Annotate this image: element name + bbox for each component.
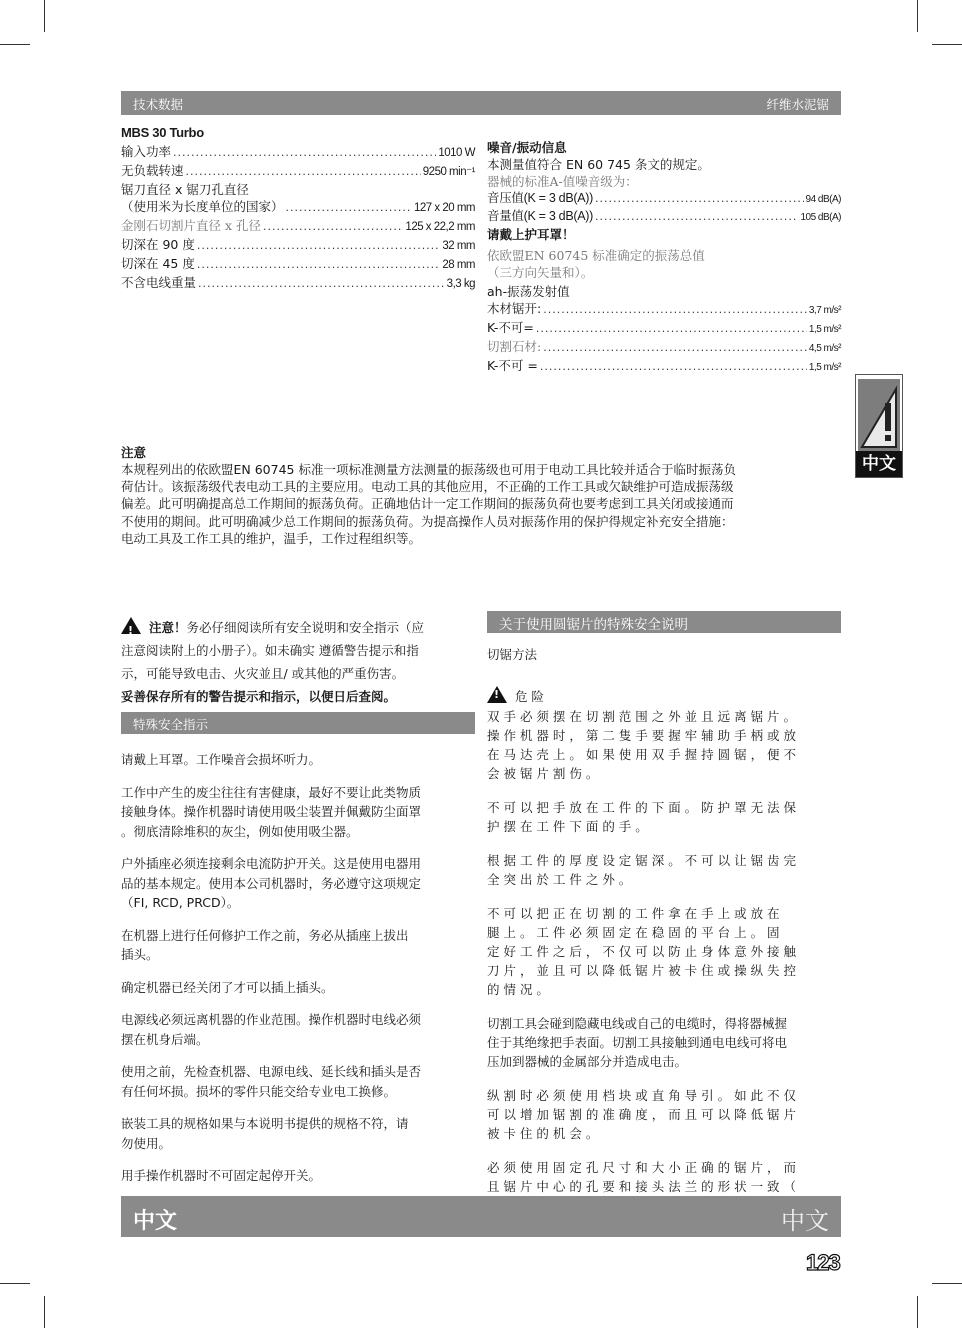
- spec-row: 金刚石切割片直径 x 孔径 ..... 125 x 22,2 mm: [121, 217, 475, 236]
- left-column-text: [121, 750, 476, 1186]
- spec-row: 切深在 45 度 ..... 28 mm: [121, 255, 475, 274]
- crop-mark: [917, 1296, 918, 1328]
- danger-heading: [487, 686, 544, 705]
- paragraph: 纵 割 时 必 须 使 用 档 块 或 直 角 导 引 。 如 此 不 仅 可 以 增 加 锯 割 的 准 确 度 ， 而 且 可 以 降 低 锯 片 被 卡 住 的 机 会 。: [487, 1088, 797, 1141]
- paragraph: 确定机器已经关闭了才可以插上插头。: [121, 979, 334, 995]
- paragraph: 工作中产生的废尘往往有害健康，最好不要让此类物质 接触身体。操作机器时请使用吸尘装置并佩戴防尘面罩 。彻底清除堆积的灰尘，例如使用吸尘器。: [121, 784, 422, 839]
- warning-text: 务必仔细阅读所有安全说明和安全指示（应: [186, 620, 424, 635]
- note-title: 注意: [121, 445, 147, 460]
- ear-protection-note: 请戴上护耳罩！: [487, 227, 575, 242]
- warning-icon: [121, 617, 141, 634]
- spec-row: （使用米为长度单位的国家） ..... 127 x 20 mm: [121, 198, 475, 217]
- vibration-row: 木材锯开: ..... 3,7 m/s²: [487, 300, 841, 319]
- danger-icon: [487, 686, 507, 703]
- header-right-title: 纤维水泥锯: [766, 97, 829, 112]
- header-bar: [121, 91, 841, 115]
- paragraph: 嵌装工具的规格如果与本说明书提供的规格不符，请 勿使用。: [121, 1116, 409, 1151]
- section-title: 特殊安全指示: [133, 717, 209, 732]
- spec-row: 锯刀直径 x 锯刀孔直径: [121, 182, 249, 197]
- crop-mark: [932, 44, 962, 45]
- side-tab-label: 中文: [856, 451, 902, 477]
- header-left-title: 技术数据: [133, 97, 184, 112]
- safety-warning: [121, 616, 476, 708]
- paragraph: 使用之前，先检查机器、电源电线、延长线和插头是否 有任何坏损。损坏的零件只能交给专业电工换修。: [121, 1064, 422, 1099]
- vibration-row: K-不可 = ..... 1,5 m/s²: [487, 357, 841, 376]
- section-bar-special-safety: [121, 712, 475, 734]
- spec-table: [121, 143, 475, 293]
- paragraph: 必 须 使 用 固 定 孔 尺 寸 和 大 小 正 确 的 锯 片 ， 而 且 锯 片 中 心 的 孔 要 和 接 头 法 兰 的 形 状 一 致 （: [487, 1160, 797, 1194]
- side-language-tab: [855, 374, 903, 478]
- warning-text: 示，可能导致电击、火灾並且/ 或其他的严重伤害。: [121, 666, 405, 681]
- crop-mark: [44, 0, 45, 32]
- footer-left-language: 中文: [133, 1209, 178, 1234]
- note-line: 电动工具及工作工具的维护，温手，工作过程组织等。: [121, 530, 422, 546]
- noise-power-row: 音量值(K = 3 dB(A)) ..... 105 dB(A): [487, 208, 841, 226]
- paragraph: 用手操作机器时不可固定起停开关。: [121, 1168, 322, 1183]
- right-column-text: [487, 707, 847, 1196]
- vibration-row: 切割石材: ..... 4,5 m/s²: [487, 338, 841, 357]
- keep-instructions: 妥善保存所有的警告提示和指示，以便日后查阅。: [121, 689, 397, 704]
- vibration-intro-2: （三方向矢量和）。: [487, 265, 594, 280]
- paragraph: 根 据 工 件 的 厚 度 设 定 锯 深 。 不 可 以 让 锯 齿 完 全 突 出 於 工 件 之 外 。: [487, 853, 797, 887]
- vibration-row: K-不可= ..... 1,5 m/s²: [487, 319, 841, 338]
- crop-mark: [0, 44, 30, 45]
- crop-mark: [917, 0, 918, 32]
- section-bar-saw-blade: [487, 611, 841, 633]
- paragraph: 不 可 以 把 手 放 在 工 件 的 下 面 。 防 护 罩 无 法 保 护 摆 在 工 件 下 面 的 手 。: [487, 800, 797, 834]
- warning-triangle-icon: [858, 379, 900, 451]
- model-name: MBS 30 Turbo: [121, 125, 204, 140]
- spec-row: 切深在 90 度 ..... 32 mm: [121, 236, 475, 255]
- paragraph: 不 可 以 把 正 在 切 割 的 工 件 拿 在 手 上 或 放 在 腿 上 。 工 件 必 须 固 定 在 稳 固 的 平 台 上 。 固 定 好 工 件 之 后 ， 不 仅 可 以 防 止 身 体 意 外 接 触 刀 片 ， 並 且 可 以 降 低 锯 片 被 卡 住 或 操 纵 失 控 的 情 况 。: [487, 906, 797, 997]
- paragraph: 切割工具会碰到隐藏电线或自己的电缆时，得将器械握 住于其绝缘把手表面。切割工具接触到通电电线可将电 压加到器械的金属部分并造成电击。: [487, 1016, 788, 1069]
- noise-intro: 本测量值符合 EN 60 745 条文的规定。: [487, 157, 710, 172]
- warning-text: 注意阅读附上的小册子）。如未确实 遵循警告提示和指: [121, 643, 419, 658]
- vibration-intro-1: 依欧盟EN 60745 标准确定的振荡总值: [487, 248, 705, 263]
- exclamation-icon: [858, 379, 900, 451]
- spec-row: 无负载转速 ..... 9250 min⁻¹: [121, 162, 475, 181]
- page-number: 123: [806, 1250, 840, 1275]
- note-line: 偏差。此可明确提高总工作期间的振荡负荷。正确地估计一定工作期间的振荡负荷也要考虑到工具关闭或接通而: [121, 496, 734, 512]
- vibration-ah: ah-振荡发射值: [487, 284, 570, 299]
- paragraph: 双 手 必 须 摆 在 切 割 范 围 之 外 並 且 远 离 锯 片 。 操 作 机 器 时 ， 第 二 隻 手 要 握 牢 辅 助 手 柄 或 放 在 马 达 壳 上 。 如 果 使 用 双 手 握 持 圆 锯 ， 便 不 会 被 锯 片 割 伤 。: [487, 709, 797, 781]
- spec-row: 输入功率 ..... 1010 W: [121, 143, 475, 162]
- noise-block: [487, 139, 841, 376]
- section-title: 关于使用圆锯片的特殊安全说明: [499, 617, 688, 633]
- note-line: 不使用的期间。此可明确减少总工作期间的振荡负荷。为提高操作人员对振荡作用的保护得规定补充安全措施：: [121, 513, 734, 529]
- paragraph: 请戴上耳罩。工作噪音会损坏听力。: [121, 752, 322, 767]
- note-body: [121, 461, 841, 547]
- footer-right-language: 中文: [781, 1207, 829, 1235]
- paragraph: 电源线必须远离机器的作业范围。操作机器时电线必须 摆在机身后端。: [121, 1012, 422, 1047]
- footer-bar: [121, 1196, 841, 1237]
- crop-mark: [0, 1283, 30, 1284]
- paragraph: 户外插座必须连接剩余电流防护开关。这是使用电器用 品的基本规定。使用本公司机器时，务必遵守这项规定 （FI, RCD, PRCD）。: [121, 856, 422, 910]
- cut-method-heading: 切锯方法: [487, 647, 538, 662]
- warning-label: 注意！: [148, 620, 187, 635]
- danger-label: 危 险: [514, 689, 544, 704]
- crop-mark: [932, 1283, 962, 1284]
- noise-title: 噪音/振动信息: [487, 140, 567, 155]
- warning-line: [121, 616, 476, 639]
- spec-row: 不含电线重量 ..... 3,3 kg: [121, 274, 475, 293]
- crop-mark: [44, 1296, 45, 1328]
- note-line: 本规程列出的依欧盟EN 60745 标准一项标准测量方法测量的振荡级也可用于电动工具比较并适合于临时振荡负: [121, 462, 736, 477]
- paragraph: 在机器上进行任何修护工作之前，务必从插座上拔出 插头。: [121, 927, 409, 962]
- noise-level-intro: 器械的标准A-值噪音级为：: [487, 174, 638, 189]
- note-line: 荷估计。该振荡级代表电动工具的主要应用。电动工具的其他应用，不正确的工作工具或欠缺维护可造成振荡级: [121, 479, 734, 495]
- noise-pressure-row: 音压值(K = 3 dB(A)) ..... 94 dB(A): [487, 190, 841, 208]
